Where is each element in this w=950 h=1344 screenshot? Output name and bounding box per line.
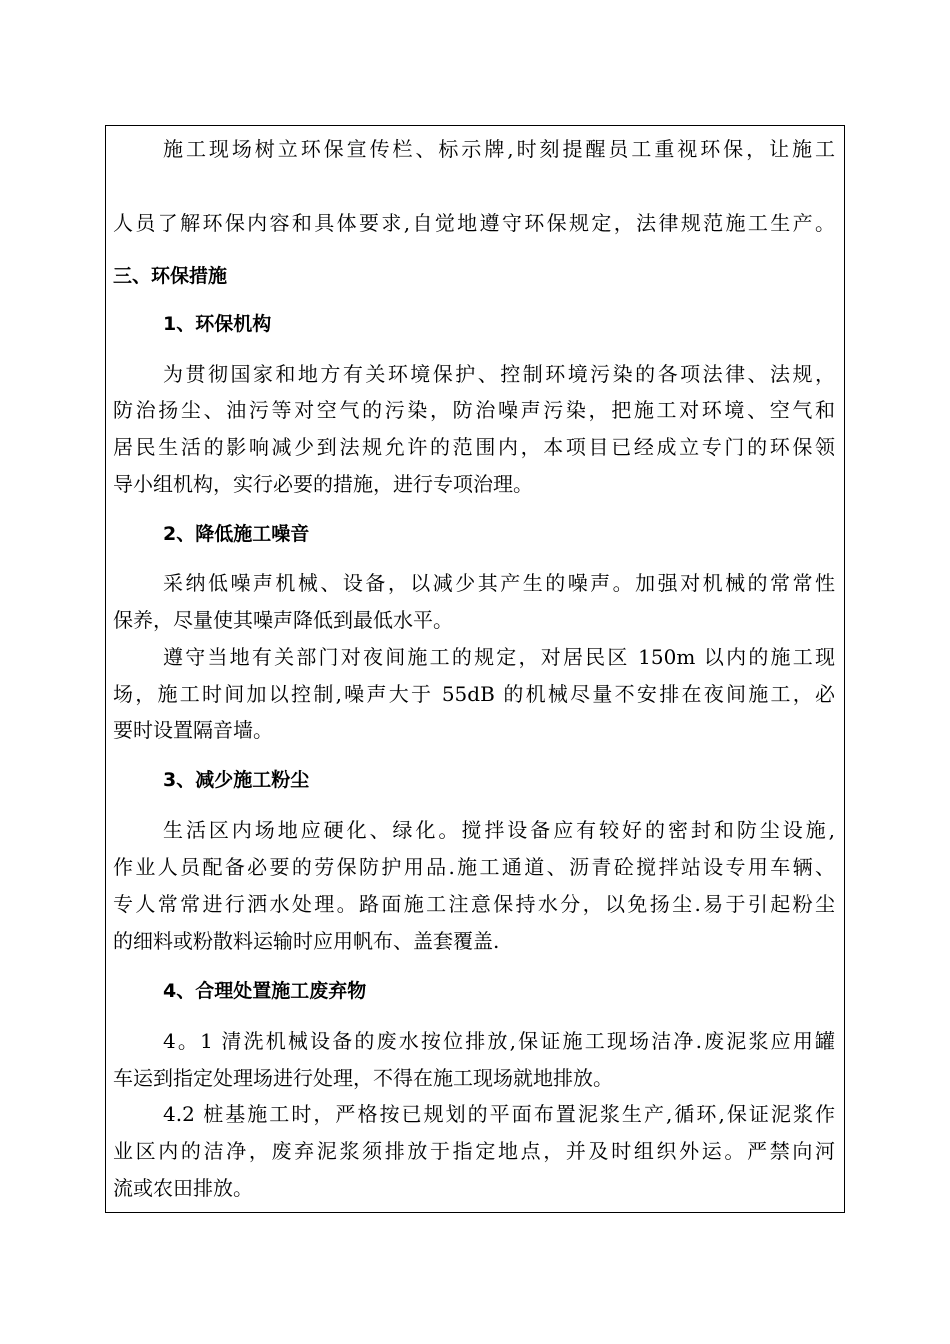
p1-line-4: 导小组机构，实行必要的措施，进行专项治理。 [113,472,533,496]
p5-line-1: 4。1 清洗机械设备的废水按位排放,保证施工现场洁净.废泥浆应用罐 [163,1029,835,1053]
p1-line-1: 为贯彻国家和地方有关环境保护、控制环境污染的各项法律、法规， [163,362,835,386]
heading-4: 4、合理处置施工废弃物 [163,980,367,1002]
section-title: 三、环保措施 [113,265,228,287]
heading-1: 1、环保机构 [163,313,272,335]
p6-line-3: 流或农田排放。 [113,1176,253,1200]
p3-line-1: 遵守当地有关部门对夜间施工的规定，对居民区 150m 以内的施工现 [163,645,835,669]
p4-line-2: 作业人员配备必要的劳保防护用品.施工通道、沥青砼搅拌站设专用车辆、 [113,855,835,879]
p1-line-2: 防治扬尘、油污等对空气的污染，防治噪声污染，把施工对环境、空气和 [113,398,835,422]
p2-line-2: 保养，尽量使其噪声降低到最低水平。 [113,608,453,632]
heading-2: 2、降低施工噪音 [163,523,310,545]
p4-line-4: 的细料或粉散料运输时应用帆布、盖套覆盖. [113,929,500,953]
intro-line-2: 人员了解环保内容和具体要求,自觉地遵守环保规定，法律规范施工生产。 [113,211,835,235]
heading-3: 3、减少施工粉尘 [163,769,310,791]
p5-line-2: 车运到指定处理场进行处理，不得在施工现场就地排放。 [113,1066,613,1090]
p3-line-2: 场，施工时间加以控制,噪声大于 55dB 的机械尽量不安排在夜间施工，必 [113,682,835,706]
intro-line-1: 施工现场树立环保宣传栏、标示牌,时刻提醒员工重视环保，让施工 [163,137,835,161]
p6-line-1: 4.2 桩基施工时，严格按已规划的平面布置泥浆生产,循环,保证泥浆作 [163,1102,835,1126]
p6-line-2: 业区内的洁净，废弃泥浆须排放于指定地点，并及时组织外运。严禁向河 [113,1139,835,1163]
p1-line-3: 居民生活的影响减少到法规允许的范围内，本项目已经成立专门的环保领 [113,435,835,459]
p3-line-3: 要时设置隔音墙。 [113,718,273,742]
p4-line-1: 生活区内场地应硬化、绿化。搅拌设备应有较好的密封和防尘设施, [163,818,835,842]
p4-line-3: 专人常常进行洒水处理。路面施工注意保持水分，以免扬尘.易于引起粉尘 [113,892,835,916]
p2-line-1: 采纳低噪声机械、设备，以减少其产生的噪声。加强对机械的常常性 [163,571,835,595]
